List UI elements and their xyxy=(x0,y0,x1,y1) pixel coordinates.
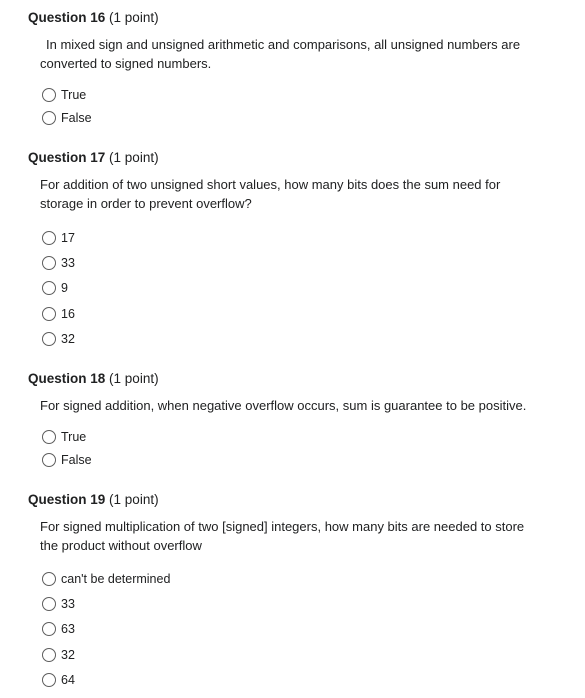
question-17 xyxy=(28,149,568,346)
question-19 xyxy=(28,491,568,687)
radio-button[interactable] xyxy=(42,648,56,662)
radio-button[interactable] xyxy=(42,597,56,611)
option-label: 32 xyxy=(61,648,75,662)
answer-option-33[interactable] xyxy=(42,253,75,273)
radio-button[interactable] xyxy=(42,430,56,444)
answer-option-9[interactable] xyxy=(42,278,68,298)
question-number: Question 19 xyxy=(28,492,106,507)
answer-option-true[interactable] xyxy=(42,427,86,447)
option-label: can't be determined xyxy=(61,572,171,586)
option-label: 17 xyxy=(61,231,75,245)
question-text: For signed multiplication of two [signed] integers, how many bits are needed to store the product without overflow xyxy=(40,519,525,553)
radio-button[interactable] xyxy=(42,281,56,295)
option-label: False xyxy=(61,453,92,467)
question-18 xyxy=(28,370,568,467)
question-points: (1 point) xyxy=(109,150,159,165)
answer-option-33[interactable] xyxy=(42,594,75,614)
question-text: For addition of two unsigned short values, how many bits does the sum need for storage in order to prevent overflow? xyxy=(40,177,501,211)
answer-option-true[interactable] xyxy=(42,85,86,105)
answer-option-false[interactable] xyxy=(42,450,92,470)
question-points: (1 point) xyxy=(109,371,159,386)
answer-option-false[interactable] xyxy=(42,108,92,128)
radio-button[interactable] xyxy=(42,453,56,467)
radio-button[interactable] xyxy=(42,256,56,270)
answer-option-32[interactable] xyxy=(42,329,75,349)
radio-button[interactable] xyxy=(42,673,56,687)
option-label: 32 xyxy=(61,332,75,346)
question-text: In mixed sign and unsigned arithmetic and comparisons, all unsigned numbers are converted to signed numbers. xyxy=(40,37,521,71)
question-number: Question 18 xyxy=(28,371,106,386)
radio-button[interactable] xyxy=(42,231,56,245)
radio-button[interactable] xyxy=(42,332,56,346)
answer-option-32[interactable] xyxy=(42,645,75,665)
option-label: False xyxy=(61,111,92,125)
radio-button[interactable] xyxy=(42,307,56,321)
question-points: (1 point) xyxy=(109,10,159,25)
option-label: 9 xyxy=(61,281,68,295)
option-label: 33 xyxy=(61,256,75,270)
answer-option-64[interactable] xyxy=(42,670,75,690)
radio-button[interactable] xyxy=(42,88,56,102)
question-16 xyxy=(28,9,568,125)
radio-button[interactable] xyxy=(42,622,56,636)
answer-option-17[interactable] xyxy=(42,228,75,248)
option-label: True xyxy=(61,88,87,102)
option-label: True xyxy=(61,430,87,444)
question-number: Question 16 xyxy=(28,10,106,25)
option-label: 16 xyxy=(61,307,75,321)
question-text: For signed addition, when negative overflow occurs, sum is guarantee to be positive. xyxy=(40,398,527,413)
option-label: 33 xyxy=(61,597,75,611)
radio-button[interactable] xyxy=(42,572,56,586)
question-points: (1 point) xyxy=(109,492,159,507)
question-number: Question 17 xyxy=(28,150,106,165)
question-header xyxy=(28,370,568,388)
answer-option-cant-be-determined[interactable] xyxy=(42,569,170,589)
answer-option-63[interactable] xyxy=(42,619,75,639)
option-label: 63 xyxy=(61,622,75,636)
radio-button[interactable] xyxy=(42,111,56,125)
answer-option-16[interactable] xyxy=(42,304,75,324)
question-header xyxy=(28,149,568,167)
question-header xyxy=(28,9,568,27)
question-header xyxy=(28,491,568,509)
option-label: 64 xyxy=(61,673,75,687)
